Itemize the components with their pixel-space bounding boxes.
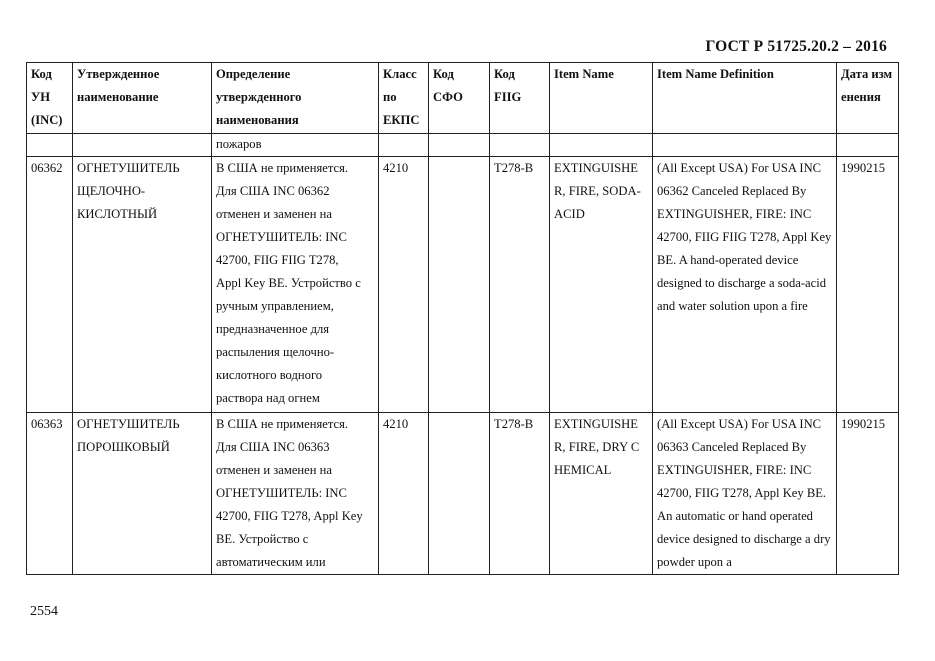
cell-item-name: EXTINGUISHER, FIRE, DRY CHEMICAL [550, 413, 653, 575]
table-header-row [27, 63, 899, 134]
cell-approved-name: ОГНЕТУШИТЕЛЬ ПОРОШКОВЫЙ [73, 413, 212, 575]
col-header-change-date: Дата изменения [837, 63, 899, 134]
col-header-fiig-code: Код FIIG [490, 63, 550, 134]
table-row-continuation [27, 134, 899, 157]
col-header-approved-name: Утвержденное наименование [73, 63, 212, 134]
cell-approved-name: ОГНЕТУШИТЕЛЬ ЩЕЛОЧНО-КИСЛОТНЫЙ [73, 157, 212, 413]
cell-item-name: EXTINGUISHER, FIRE, SODA-ACID [550, 157, 653, 413]
document-title: ГОСТ Р 51725.20.2 – 2016 [705, 38, 887, 55]
col-header-ekps-class: Класс по ЕКПС [379, 63, 429, 134]
col-header-item-name-definition: Item Name Definition [653, 63, 837, 134]
cell-sfo-code [429, 413, 490, 575]
cell-fiig-code: T278-B [490, 157, 550, 413]
cell-fiig-code: T278-B [490, 413, 550, 575]
col-header-inc: Код УН (INC) [27, 63, 73, 134]
col-header-item-name: Item Name [550, 63, 653, 134]
page-number: 2554 [30, 604, 58, 619]
cell-change-date: 1990215 [837, 157, 899, 413]
cell-sfo-code [429, 157, 490, 413]
cell-change-date: 1990215 [837, 413, 899, 575]
cell-ekps-class: 4210 [379, 413, 429, 575]
definition-continuation: пожаров [212, 134, 379, 157]
table-row [27, 413, 899, 575]
classification-table [26, 62, 899, 575]
cell-definition: В США не применяется. Для США INC 06362 отменен и заменен на ОГНЕТУШИТЕЛЬ: INC 42700, FIIG FIIG T278, Appl Key BE. Устройство с ручным управлением, предназначенное для распыления щелочно-кислотного водного раствора над огнем [212, 157, 379, 413]
table-row [27, 157, 899, 413]
col-header-definition: Определение утвержденного наименования [212, 63, 379, 134]
cell-inc: 06363 [27, 413, 73, 575]
cell-item-name-definition: (All Except USA) For USA INC 06363 Canceled Replaced By EXTINGUISHER, FIRE: INC 42700, FIIG T278, Appl Key BE. An automatic or hand operated device designed to discharge a dry powder upon a [653, 413, 837, 575]
cell-ekps-class: 4210 [379, 157, 429, 413]
cell-definition: В США не применяется. Для США INC 06363 отменен и заменен на ОГНЕТУШИТЕЛЬ: INC 42700, FIIG T278, Appl Key BE. Устройство с автоматическим или [212, 413, 379, 575]
col-header-sfo-code: Код СФО [429, 63, 490, 134]
cell-item-name-definition: (All Except USA) For USA INC 06362 Canceled Replaced By EXTINGUISHER, FIRE: INC 42700, FIIG FIIG T278, Appl Key BE. A hand-operated device designed to discharge a soda-acid and water solution upon a fire [653, 157, 837, 413]
cell-inc: 06362 [27, 157, 73, 413]
